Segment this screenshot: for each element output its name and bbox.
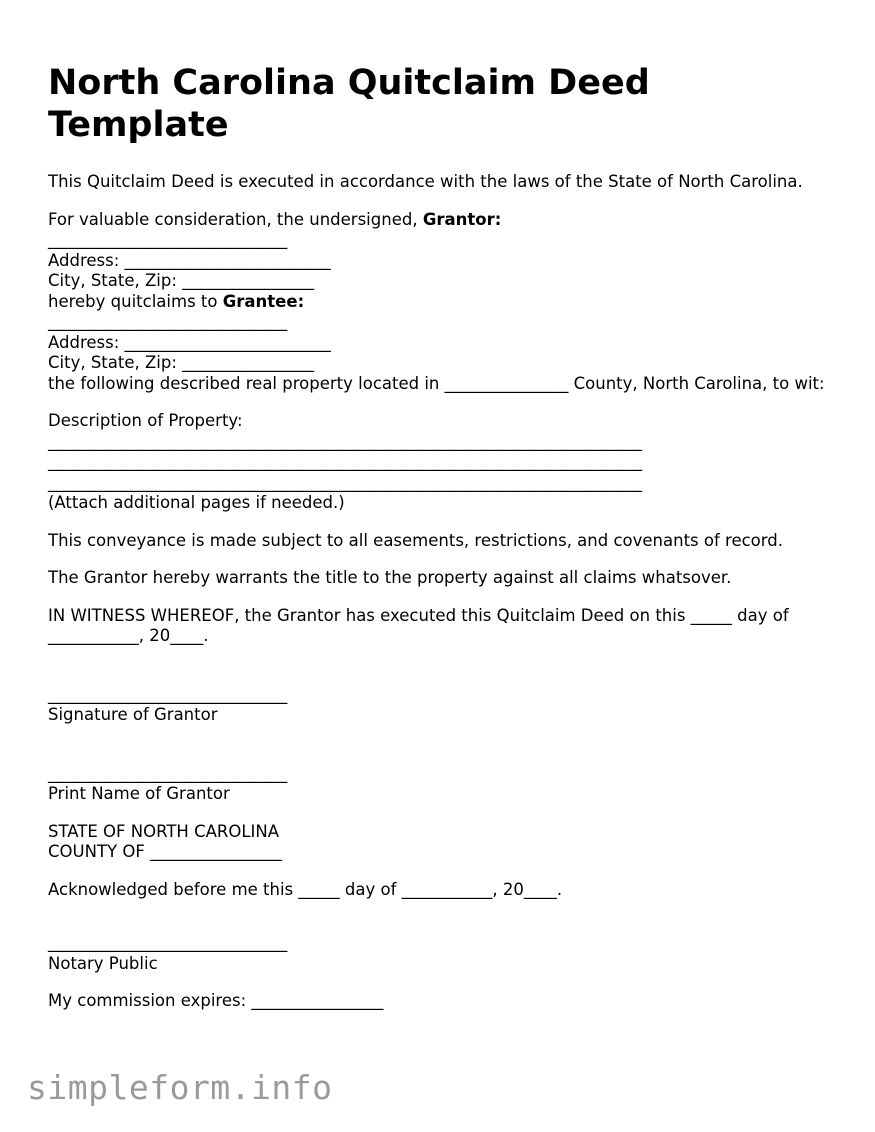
print-name-line[interactable]: _____________________________: [48, 763, 288, 783]
description-line[interactable]: ________________________________________________________________________: [48, 431, 642, 451]
conveyance-paragraph: This conveyance is made subject to all easements, restrictions, and covenants of record.: [48, 530, 783, 550]
county-field[interactable]: COUNTY OF ________________: [48, 842, 283, 861]
consideration-line: For valuable consideration, the undersigned, Grantor:: [48, 209, 502, 229]
notary-signature-block: [48, 933, 838, 974]
description-line[interactable]: ________________________________________________________________________: [48, 472, 642, 492]
notary-jurisdiction: [48, 822, 838, 863]
grantee-label: Grantee:: [222, 291, 305, 311]
description-label: Description of Property:: [48, 411, 243, 430]
witness-paragraph: IN WITNESS WHEREOF, the Grantor has executed this Quitclaim Deed on this _____ day of ___________, 20____.: [48, 605, 789, 645]
grantor-city-field[interactable]: City, State, Zip: ________________: [48, 271, 315, 290]
acknowledgment-paragraph: Acknowledged before me this _____ day of ___________, 20____.: [48, 879, 563, 899]
state-line: STATE OF NORTH CAROLINA: [48, 821, 280, 841]
description-section: [48, 411, 838, 514]
grantee-address-field[interactable]: Address: _________________________: [48, 332, 331, 352]
deed-document: [48, 62, 838, 1012]
description-line[interactable]: ________________________________________________________________________: [48, 452, 642, 471]
warranty-paragraph: The Grantor hereby warrants the title to the property against all claims whatsover.: [48, 568, 732, 587]
property-location-text: the following described real property located in _______________ County, North Carolina, to wit:: [48, 373, 825, 393]
quitclaims-line: hereby quitclaims to Grantee:: [48, 291, 305, 311]
signature-label: Signature of Grantor: [48, 705, 218, 724]
notary-label: Notary Public: [48, 953, 158, 973]
grantee-name-blank[interactable]: _____________________________: [48, 312, 288, 331]
intro-paragraph: This Quitclaim Deed is executed in accordance with the laws of the State of North Carolina.: [48, 172, 803, 191]
print-name-label: Print Name of Grantor: [48, 784, 230, 803]
grantor-address-field[interactable]: Address: _________________________: [48, 250, 331, 270]
signature-line[interactable]: _____________________________: [48, 684, 288, 704]
notary-signature-line[interactable]: _____________________________: [48, 933, 288, 952]
grantor-label: Grantor:: [422, 209, 502, 229]
print-name-block: [48, 764, 838, 805]
grantee-city-field[interactable]: City, State, Zip: ________________: [48, 353, 315, 372]
grantor-name-blank[interactable]: _____________________________: [48, 230, 288, 249]
attach-note: (Attach additional pages if needed.): [48, 493, 345, 512]
commission-expiry-field[interactable]: My commission expires: ________________: [48, 991, 384, 1010]
watermark-text: simpleform.info: [27, 1068, 333, 1107]
grantor-section: [48, 210, 838, 395]
grantor-signature-block: [48, 685, 838, 726]
page-title: North Carolina Quitclaim Deed Template: [48, 63, 650, 145]
